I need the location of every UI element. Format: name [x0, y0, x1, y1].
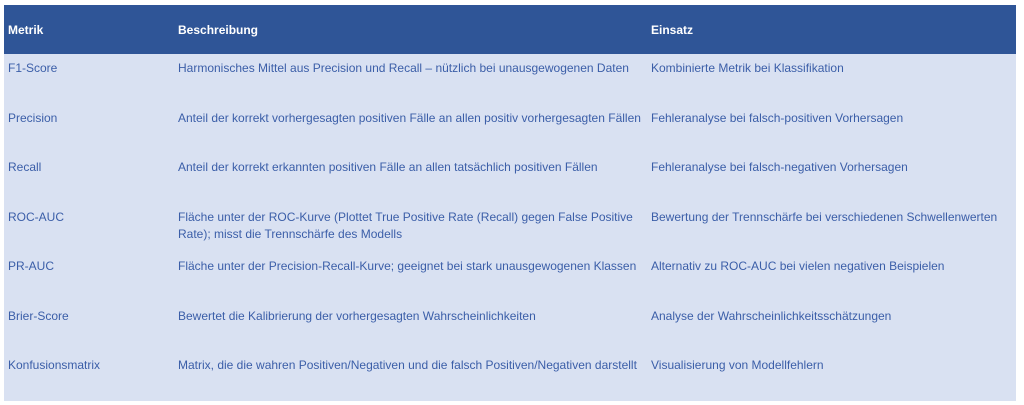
table-row: [4, 203, 1016, 253]
header-einsatz: Einsatz: [651, 22, 694, 37]
cell-usage: Fehleranalyse bei falsch-negativen Vorhersagen: [651, 160, 908, 175]
cell-usage: Fehleranalyse bei falsch-positiven Vorhersagen: [651, 110, 904, 125]
cell-metric: PR-AUC: [8, 259, 55, 274]
cell-usage: Alternativ zu ROC-AUC bei vielen negativen Beispielen: [651, 259, 945, 274]
cell-metric: Brier-Score: [8, 308, 69, 323]
cell-description: Bewertet die Kalibrierung der vorhergesagten Wahrscheinlichkeiten: [178, 308, 536, 323]
header-metrik: Metrik: [8, 22, 44, 37]
table-row: [4, 252, 1016, 302]
cell-description: Fläche unter der ROC-Kurve (Plottet True Positive Rate (Recall) gegen False Positive Rate); misst die Trennschärfe des Modells: [178, 209, 633, 241]
cell-metric: F1-Score: [8, 61, 58, 75]
cell-usage: Bewertung der Trennschärfe bei verschiedenen Schwellenwerten: [651, 209, 998, 224]
table-header-row: [4, 5, 1016, 54]
cell-description: Fläche unter der Precision-Recall-Kurve; geeignet bei stark unausgewogenen Klassen: [178, 259, 637, 274]
cell-usage: Visualisierung von Modellfehlern: [651, 358, 824, 373]
cell-usage: Kombinierte Metrik bei Klassifikation: [651, 61, 844, 75]
table-row: [4, 302, 1016, 352]
cell-description: Matrix, die die wahren Positiven/Negativen und die falsch Positiven/Negativen darstellt: [178, 358, 637, 373]
table-row: [4, 351, 1016, 401]
cell-description: Anteil der korrekt erkannten positiven Fälle an allen tatsächlich positiven Fällen: [178, 160, 598, 175]
cell-metric: Konfusionsmatrix: [8, 358, 101, 373]
cell-metric: Precision: [8, 110, 58, 125]
table-row: [4, 104, 1016, 154]
table-row: [4, 54, 1016, 104]
header-beschreibung: Beschreibung: [178, 22, 259, 37]
cell-description: Anteil der korrekt vorhergesagten positiven Fälle an allen positiv vorhergesagten Fällen: [178, 110, 641, 125]
cell-metric: Recall: [8, 160, 42, 175]
metrics-table: [4, 5, 1016, 401]
table-row: [4, 153, 1016, 203]
metrics-table-container: [4, 5, 1016, 401]
cell-metric: ROC-AUC: [8, 209, 64, 224]
cell-description: Harmonisches Mittel aus Precision und Recall – nützlich bei unausgewogenen Daten: [178, 61, 629, 75]
cell-usage: Analyse der Wahrscheinlichkeitsschätzungen: [651, 308, 892, 323]
